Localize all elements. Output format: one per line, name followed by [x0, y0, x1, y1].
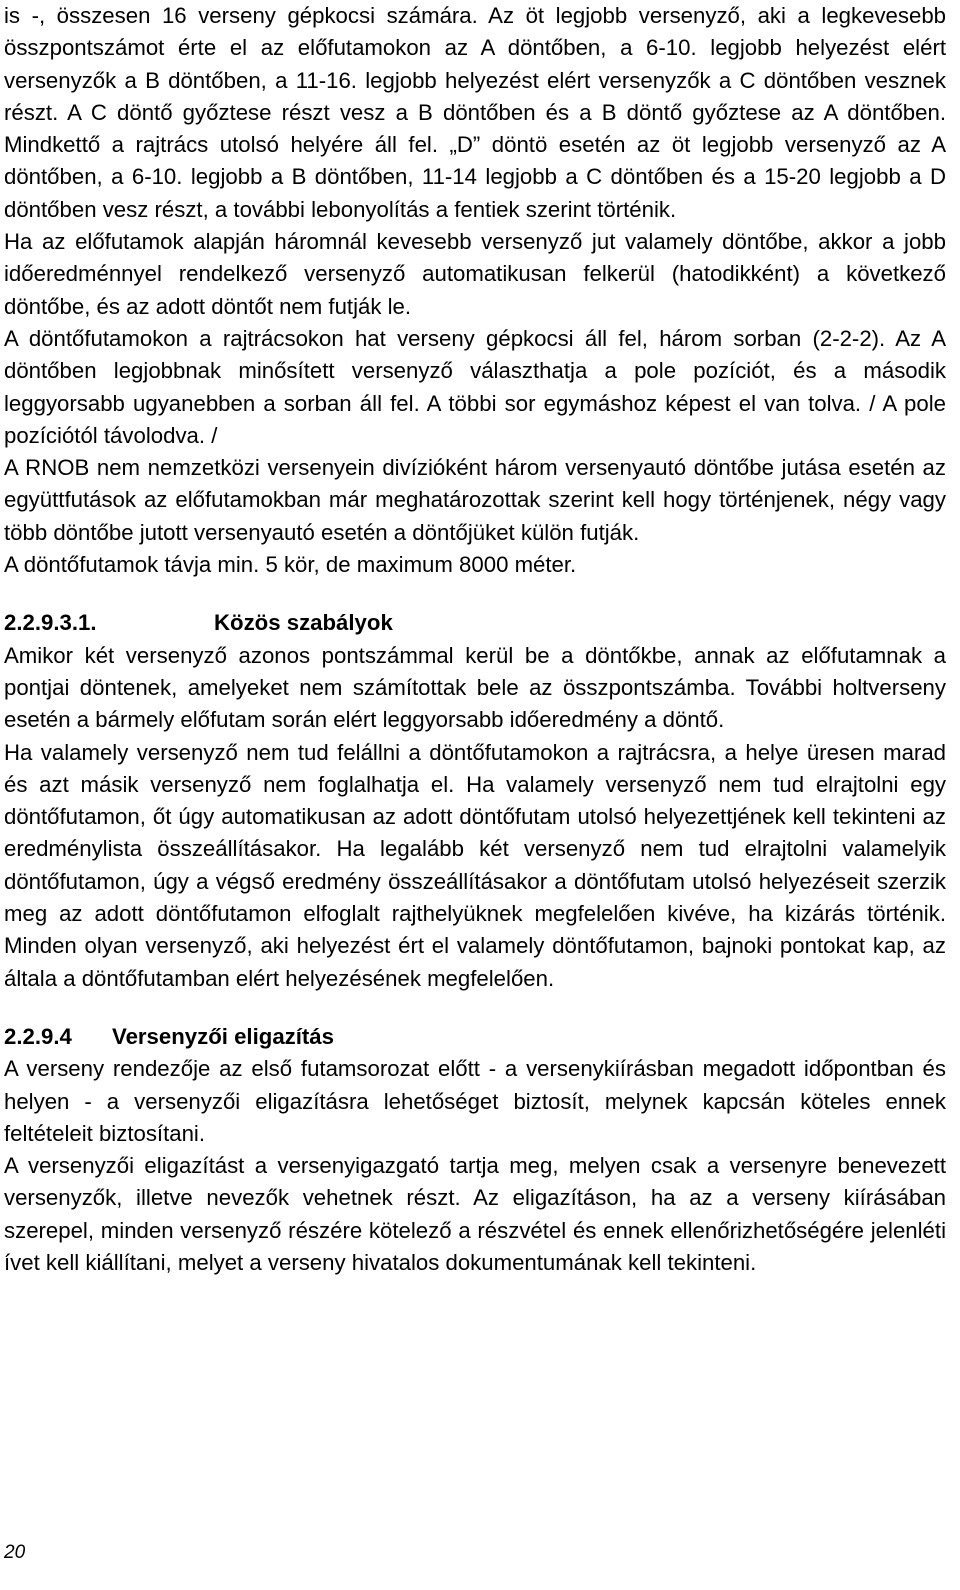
section-title: Versenyzői eligazítás	[112, 1023, 334, 1049]
paragraph-too-few-drivers: Ha az előfutamok alapján háromnál kevesebb versenyző jut valamely döntőbe, akkor a jobb időeredménnyel rendelkező versenyző automatikusan felkerül (hatodikként) a következő döntőbe, és az adott döntőt nem futják le.	[4, 229, 946, 319]
section-number: 2.2.9.4	[4, 1023, 72, 1049]
paragraph-tie-break: Amikor két versenyző azonos pontszámmal kerül be a döntőkbe, annak az előfutamnak a pontjai döntenek, amelyeket nem számítottak bele az összpontszámba. További holtverseny esetén a bármely előfutam során elért leggyorsabb időeredmény a döntő.	[4, 642, 946, 733]
paragraph-briefing-organizer: A verseny rendezője az első futamsorozat előtt - a versenykiírásban megadott időpontban és helyen - a versenyzői eligazításra lehetőséget biztosít, melynek kapcsán köteles ennek feltételeit biztosítani.	[4, 1056, 946, 1146]
paragraph-briefing-director: A versenyzői eligazítást a versenyigazgató tartja meg, melyen csak a versenyre benevezett versenyzők, illetve nevezők vehetnek részt. Az eligazításon, ha az a verseny kiírásában szerepel, minden versenyző részére kötelező a részvétel és ennek ellenőrizhetőségére jelenléti ívet kell kiállítani, melyet a verseny hivatalos dokumentumának kell tekinteni.	[4, 1153, 946, 1275]
section-title: Közös szabályok	[214, 610, 393, 636]
paragraph-starting-grid: A döntőfutamokon a rajtrácsokon hat verseny gépkocsi áll fel, három sorban (2-2-2). Az A döntőben legjobbnak minősített versenyző választhatja a pole pozíciót, és a második leggyorsabb ugyanebben a sorban áll fel. A többi sor egymáshoz képest el van tolva. / A pole pozíciótól távolodva. /	[4, 325, 946, 448]
document-page	[4, 0, 946, 1279]
section-heading-common-rules	[4, 607, 946, 639]
page-number: 20	[4, 1542, 26, 1563]
section-number: 2.2.9.3.1.	[4, 610, 97, 636]
section-spacer	[4, 581, 946, 607]
section-heading-briefing	[4, 1021, 946, 1053]
paragraph-finals-allocation: is -, összesen 16 verseny gépkocsi számára. Az öt legjobb versenyző, aki a legkevesebb összpontszámot érte el az előfutamokon az A döntőben, a 6-10. legjobb helyezést elért versenyzők a B döntőben, a 11-16. legjobb helyezést elért versenyzők a C döntőben vesznek részt. A C döntő győztese részt vesz a B döntőben és a B döntő győztese az A döntőben. Mindkettő a rajtrács utolsó helyére áll fel. „D” döntö esetén az öt legjobb versenyző az A döntőben, a 6-10. legjobb a B döntőben, 11-14 legjobb a C döntőben és a 15-20 legjobb a D döntőben vesz részt, a további lebonyolítás a fentiek szerint történik.	[4, 3, 946, 222]
paragraph-non-starters: Ha valamely versenyző nem tud felállni a döntőfutamokon a rajtrácsra, a helye üresen marad és azt másik versenyző nem foglalhatja el. Ha valamely versenyző nem tud elrajtolni egy döntőfutamon, őt úgy automatikusan az adott döntőfutam utolsó helyezettjének kell tekinteni az eredménylista összeállításakor. Ha legalább két versenyző nem tud elrajtolni valamelyik döntőfutamon, úgy a végső eredmény összeállításakor a döntőfutam utolsó helyezéseit szerzik meg az adott döntőfutamon elfoglalt rajthelyüknek megfelelően kivéve, ha kizárás történik. Minden olyan versenyző, aki helyezést ért el valamely döntőfutamon, bajnoki pontokat kap, az általa a döntőfutamban elért helyezésének megfelelően.	[4, 739, 946, 991]
section-spacer	[4, 995, 946, 1021]
paragraph-rnob-division: A RNOB nem nemzetközi versenyein divízióként három versenyautó döntőbe jutása esetén az együttfutások az előfutamokban már meghatározottak szerint kell hogy történjenek, négy vagy több döntőbe jutott versenyautó esetén a döntőjüket külön futják.	[4, 455, 946, 545]
paragraph-final-distance: A döntőfutamok távja min. 5 kör, de maximum 8000 méter.	[4, 552, 577, 578]
